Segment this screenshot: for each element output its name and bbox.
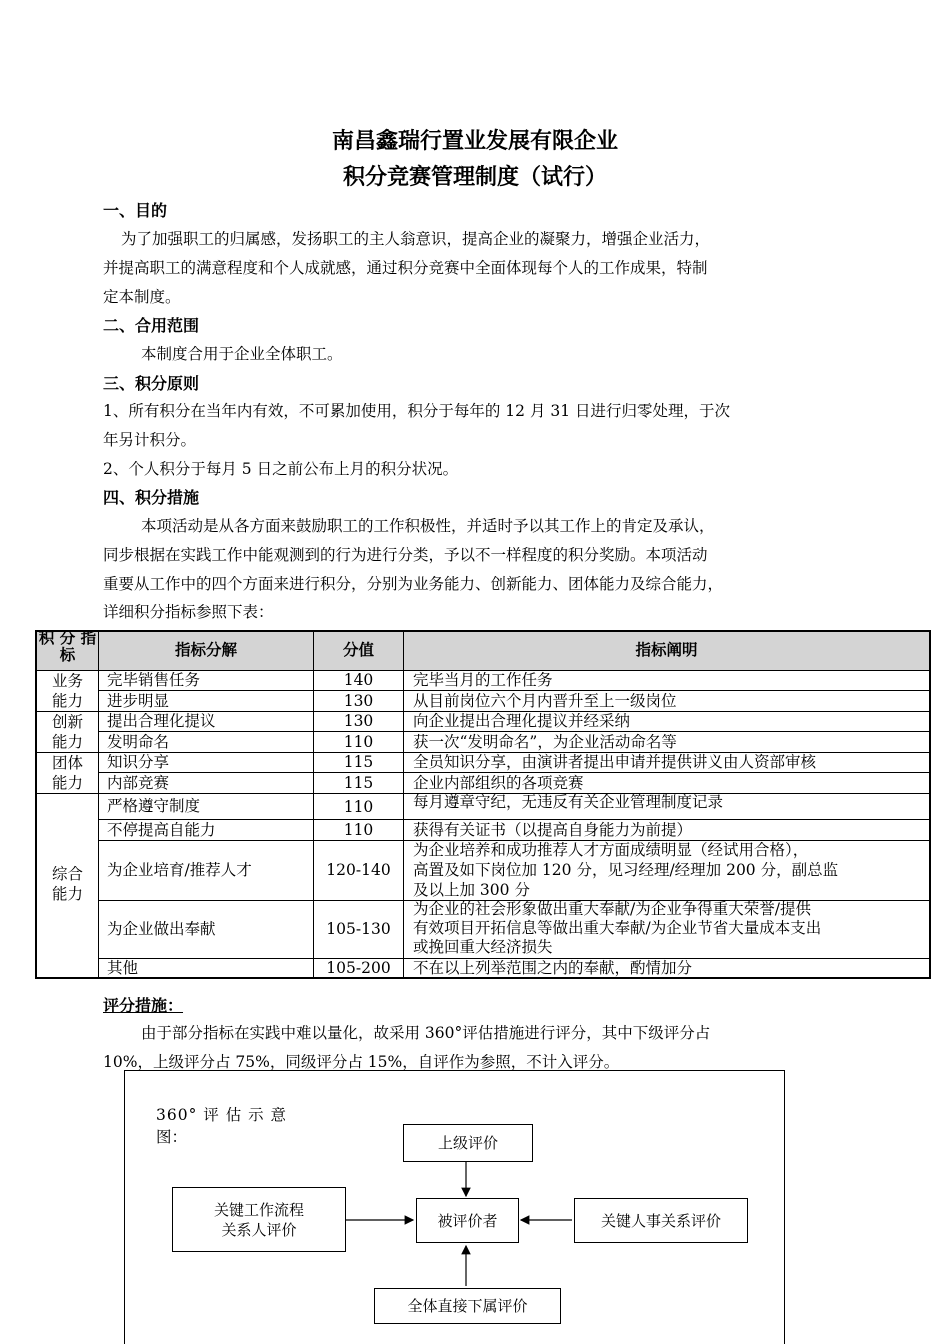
measures-line-3: 重要从工作中的四个方面来进行积分，分别为业务能力、创新能力、团体能力及综合能力， — [103, 575, 724, 593]
table-row-desc-line: 高置及如下岗位加 120 分，见习经理/经理加 200 分，副总监 — [413, 861, 839, 879]
table-row-desc-line: 有效项目开拓信息等做出重大奉献/为企业节省大量成本支出 — [413, 919, 822, 937]
category-innovation: 创新能力 — [51, 713, 83, 751]
diagram-node-bottom-label: 全体直接下属评价 — [407, 1297, 528, 1315]
table-row-desc: 完毕当月的工作任务 — [413, 671, 553, 689]
header-item: 指标分解 — [174, 641, 237, 659]
section-principles-heading: 三、积分原则 — [103, 374, 200, 393]
table-row-desc: 获一次“发明命名”，为企业活动命名等 — [413, 733, 677, 751]
diagram-node-left — [172, 1187, 346, 1252]
diagram-node-left-label-2: 关系人评价 — [221, 1220, 297, 1239]
table-row-desc: 从目前岗位六个月内晋升至上一级岗位 — [413, 692, 677, 710]
header-category: 积 分 指标 — [38, 630, 97, 664]
diagram-caption-line-2: 图： — [156, 1128, 188, 1146]
evaluation-line-2: 10%，上级评分占 75%，同级评分占 15%，自评作为参照，不计入评分。 — [103, 1053, 620, 1071]
header-desc: 指标阐明 — [635, 641, 698, 659]
table-row-score: 110 — [343, 798, 374, 816]
diagram-node-superior-label: 上级评价 — [437, 1134, 498, 1152]
document-subtitle: 积分竞赛管理制度（试行） — [342, 165, 607, 190]
table-row-desc: 全员知识分享，由演讲者提出申请并提供讲义由人资部审核 — [413, 753, 817, 771]
table-row-item: 发明命名 — [107, 733, 170, 751]
category-team: 团体能力 — [51, 754, 83, 792]
table-row-score: 110 — [343, 821, 374, 839]
table-row-score: 140 — [343, 671, 374, 689]
diagram-node-right — [574, 1198, 748, 1243]
document-title: 南昌鑫瑞行置业发展有限企业 — [331, 129, 618, 154]
evaluation-heading: 评分措施： — [103, 996, 184, 1015]
table-row-desc: 企业内部组织的各项竞赛 — [413, 774, 584, 792]
table-row-score: 115 — [343, 753, 374, 771]
header-score: 分值 — [342, 641, 374, 659]
table-row-score: 130 — [343, 692, 374, 710]
table-row-desc: 每月遵章守纪，无违反有关企业管理制度记录 — [413, 793, 724, 811]
principles-line-2: 年另计积分。 — [103, 431, 197, 449]
table-row-item: 不停提高自能力 — [107, 821, 216, 839]
section-scope-heading: 二、合用范围 — [103, 316, 200, 335]
diagram-node-superior — [403, 1124, 533, 1162]
diagram-node-center — [416, 1198, 519, 1243]
evaluation-line-1: 由于部分指标在实践中难以量化，故采用 360°评估措施进行评分，其中下级评分占 — [141, 1024, 711, 1042]
table-row-score: 110 — [343, 733, 374, 751]
diagram-caption-line-1: 360° 评 估 示 意 — [156, 1106, 288, 1124]
purpose-line-1: 为了加强职工的归属感，发扬职工的主人翁意识，提高企业的凝聚力，增强企业活力， — [121, 230, 711, 248]
table-row-item: 进步明显 — [107, 692, 170, 710]
table-row-item: 提出合理化提议 — [107, 712, 216, 730]
measures-line-4: 详细积分指标参照下表： — [103, 603, 274, 621]
category-comprehensive: 综合能力 — [51, 865, 83, 903]
principles-line-3: 2、个人积分于每月 5 日之前公布上月的积分状况。 — [103, 460, 459, 478]
table-row-desc: 向企业提出合理化提议并经采纳 — [413, 712, 631, 730]
principles-line-1: 1、所有积分在当年内有效，不可累加使用，积分于每年的 12 月 31 日进行归零处理，于次 — [103, 402, 731, 420]
measures-line-2: 同步根据在实践工作中能观测到的行为进行分类，予以不一样程度的积分奖励。本项活动 — [103, 546, 708, 564]
table-row-score: 105-200 — [326, 959, 391, 977]
purpose-line-2: 并提高职工的满意程度和个人成就感，通过积分竞赛中全面体现每个人的工作成果，特制 — [103, 259, 708, 277]
diagram-node-bottom — [374, 1288, 561, 1324]
table-row-item: 其他 — [107, 959, 139, 977]
table-row-desc-line: 为企业培养和成功推荐人才方面成绩明显（经试用合格）， — [413, 841, 809, 859]
purpose-line-3: 定本制度。 — [103, 288, 181, 306]
table-row-item: 为企业做出奉献 — [107, 920, 216, 938]
table-row-score: 105-130 — [326, 920, 391, 938]
category-business: 业务能力 — [51, 672, 83, 710]
diagram-node-left-label-1: 关键工作流程 — [213, 1200, 304, 1219]
table-row-score: 130 — [343, 712, 374, 730]
table-row-item: 内部竞赛 — [107, 774, 170, 792]
section-purpose-heading: 一、目的 — [103, 201, 168, 220]
diagram-node-right-label: 关键人事关系评价 — [600, 1211, 721, 1230]
scope-text: 本制度合用于企业全体职工。 — [141, 345, 343, 363]
section-measures-heading: 四、积分措施 — [103, 488, 200, 507]
table-row-desc-line: 或挽回重大经济损失 — [413, 938, 553, 956]
table-row-item: 严格遵守制度 — [107, 797, 201, 815]
table-row-desc-line: 为企业的社会形象做出重大奉献/为企业争得重大荣誉/提供 — [413, 900, 811, 918]
measures-line-1: 本项活动是从各方面来鼓励职工的工作积极性，并适时予以其工作上的肯定及承认， — [141, 517, 715, 535]
table-row-desc: 不在以上列举范围之内的奉献，酌情加分 — [413, 959, 693, 977]
table-row-desc-line: 及以上加 300 分 — [413, 881, 530, 899]
table-row-desc: 获得有关证书（以提高自身能力为前提） — [413, 821, 693, 839]
table-row-score: 120-140 — [326, 861, 391, 879]
diagram-node-center-label: 被评价者 — [437, 1211, 498, 1230]
table-row-score: 115 — [343, 774, 374, 792]
table-row-item: 为企业培育/推荐人才 — [107, 861, 252, 879]
table-row-item: 知识分享 — [107, 753, 170, 771]
table-row-item: 完毕销售任务 — [107, 671, 201, 689]
